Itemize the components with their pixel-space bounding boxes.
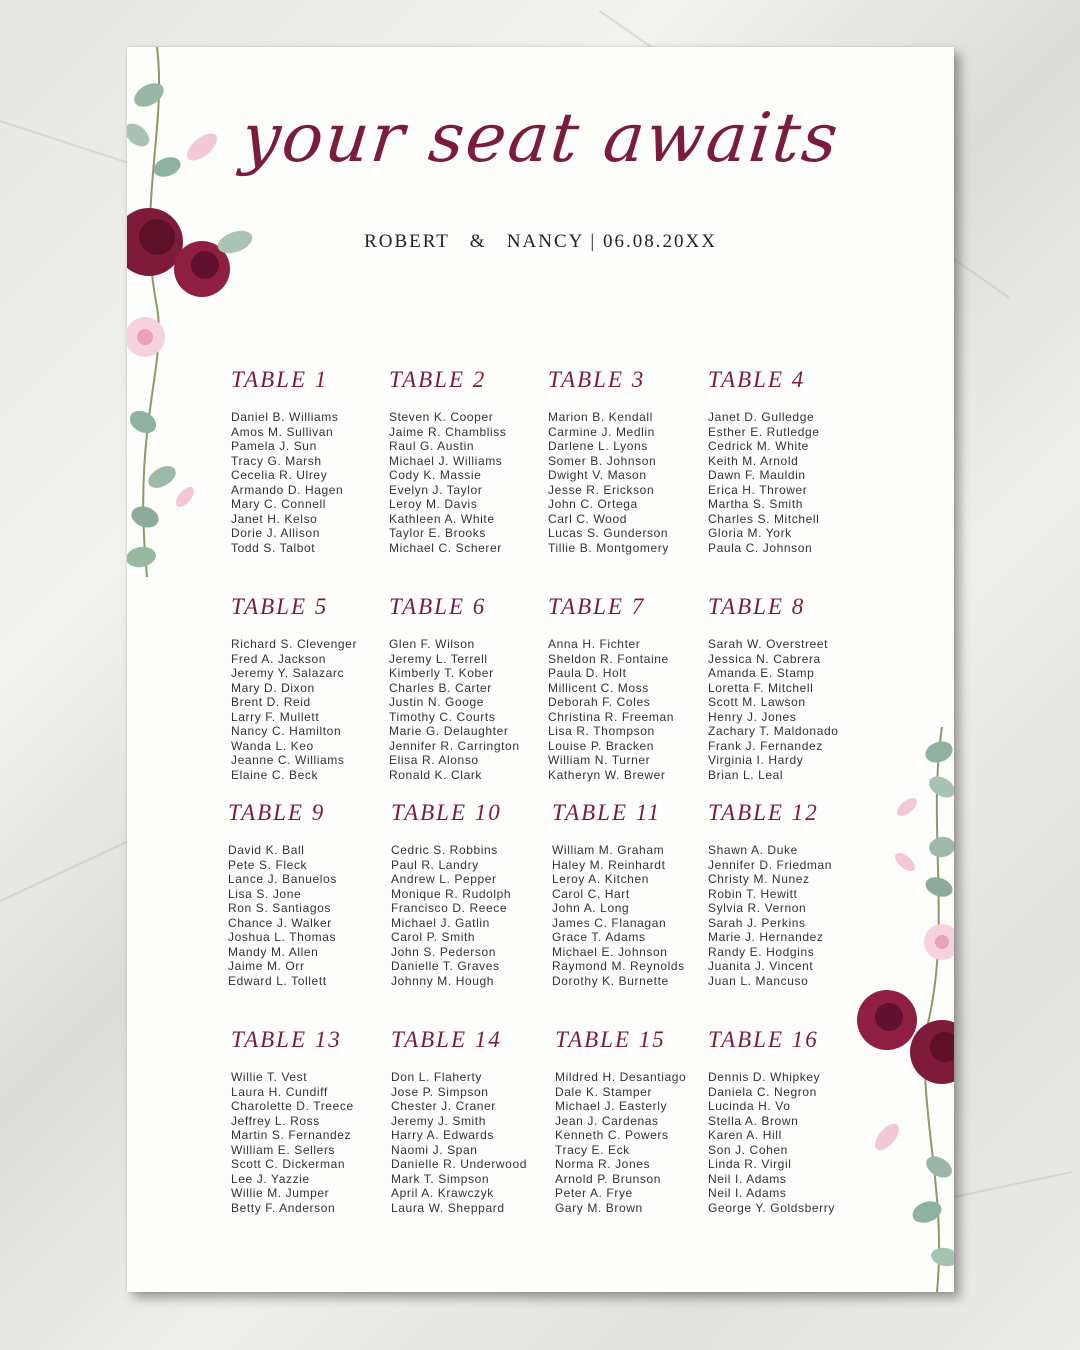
guest-name: Arnold P. Brunson xyxy=(555,1171,662,1186)
guest-name: Charolette D. Treece xyxy=(231,1099,354,1113)
guest-name: Larry F. Mullett xyxy=(231,709,320,724)
guest-name: Linda R. Virgil xyxy=(708,1157,792,1171)
guest-name: Grace T. Adams xyxy=(552,930,646,944)
table-block xyxy=(389,592,559,782)
guest-name: Michael J. Gatlin xyxy=(391,915,490,930)
guest-name: Carol P. Smith xyxy=(391,930,476,944)
separator: | xyxy=(590,231,597,252)
guest-name: Justin N. Googe xyxy=(389,695,485,709)
guest-name: Somer B. Johnson xyxy=(548,453,657,468)
guest-name: Carl C. Wood xyxy=(548,511,628,526)
guest-name: Harry A. Edwards xyxy=(391,1128,494,1142)
guest-list xyxy=(389,410,559,555)
guest-name: Mary D. Dixon xyxy=(231,680,315,695)
guest-name: Martin S. Fernandez xyxy=(231,1128,352,1142)
guest-name: Don L. Flaherty xyxy=(391,1070,483,1084)
guest-name: Martha S. Smith xyxy=(708,497,804,511)
guest-name: Andrew L. Pepper xyxy=(391,872,497,886)
guest-name: Janet H. Kelso xyxy=(231,511,318,526)
table-block xyxy=(552,798,722,988)
guest-name: Paula C. Johnson xyxy=(708,540,813,555)
guest-name: Anna H. Fichter xyxy=(548,637,641,651)
guest-list xyxy=(391,843,561,988)
table-heading: TABLE 15 xyxy=(555,1027,666,1052)
guest-name: Leroy M. Davis xyxy=(389,497,478,511)
table-heading: TABLE 16 xyxy=(708,1027,819,1052)
guest-name: Lisa R. Thompson xyxy=(548,724,655,738)
guest-name: Daniel B. Williams xyxy=(231,410,339,424)
guest-name: Neil I. Adams xyxy=(708,1186,787,1200)
guest-name: Cody K. Massie xyxy=(389,468,482,482)
table-block xyxy=(548,592,718,782)
guest-name: Christy M. Nunez xyxy=(708,872,810,886)
guest-name: Ron S. Santiagos xyxy=(228,901,331,915)
guest-name: Shawn A. Duke xyxy=(708,843,798,857)
guest-name: Edward L. Tollett xyxy=(228,973,327,988)
guest-name: Scott C. Dickerman xyxy=(231,1157,346,1171)
guest-name: Katheryn W. Brewer xyxy=(548,767,666,782)
table-block xyxy=(389,365,559,555)
table-block xyxy=(231,365,401,555)
guest-name: Jeremy J. Smith xyxy=(391,1113,487,1128)
guest-name: Dwight V. Mason xyxy=(548,468,647,482)
guest-name: Amanda E. Stamp xyxy=(708,666,815,680)
guest-name: Michael C. Scherer xyxy=(389,540,502,555)
table-block xyxy=(555,1025,725,1215)
table-block xyxy=(708,798,878,988)
table-block xyxy=(228,798,398,988)
guest-name: Zachary T. Maldonado xyxy=(708,724,839,738)
guest-name: Laura W. Sheppard xyxy=(391,1200,505,1215)
guest-name: Johnny M. Hough xyxy=(391,973,495,988)
guest-name: Millicent C. Moss xyxy=(548,680,649,695)
table-block xyxy=(708,592,878,782)
guest-name: Haley M. Reinhardt xyxy=(552,857,666,872)
guest-name: Francisco D. Reece xyxy=(391,901,508,915)
guest-name: Pamela J. Sun xyxy=(231,439,317,453)
seating-chart-poster xyxy=(127,47,954,1292)
table-heading: TABLE 4 xyxy=(708,367,806,392)
table-block xyxy=(708,1025,878,1215)
guest-name: Marie G. Delaughter xyxy=(389,724,509,738)
guest-name: Amos M. Sullivan xyxy=(231,424,334,439)
guest-name: William N. Turner xyxy=(548,753,651,767)
guest-name: Leroy A. Kitchen xyxy=(552,872,649,886)
guest-name: Evelyn J. Taylor xyxy=(389,482,483,497)
table-heading: TABLE 8 xyxy=(708,594,806,619)
partner-name-2: NANCY xyxy=(506,231,584,252)
guest-name: Marion B. Kendall xyxy=(548,410,653,424)
guest-name: John C. Ortega xyxy=(548,497,638,511)
guest-name: Mildred H. Desantiago xyxy=(555,1070,687,1084)
guest-list xyxy=(548,410,718,555)
guest-name: Lucinda H. Vo xyxy=(708,1099,791,1113)
guest-name: Frank J. Fernandez xyxy=(708,738,823,753)
guest-name: Mark T. Simpson xyxy=(391,1171,490,1186)
guest-name: Tillie B. Montgomery xyxy=(548,540,669,555)
guest-name: Willie T. Vest xyxy=(231,1070,308,1084)
ampersand: & xyxy=(469,231,487,252)
guest-name: Jeffrey L. Ross xyxy=(231,1113,320,1128)
guest-name: Jennifer R. Carrington xyxy=(389,738,520,753)
guest-name: Henry J. Jones xyxy=(708,709,797,724)
guest-name: Deborah F. Coles xyxy=(548,695,651,709)
guest-name: Elisa R. Alonso xyxy=(389,753,479,767)
table-heading: TABLE 1 xyxy=(231,367,329,392)
table-heading: TABLE 10 xyxy=(391,800,502,825)
guest-name: John A. Long xyxy=(552,901,630,915)
guest-name: Charles S. Mitchell xyxy=(708,511,820,526)
guest-name: Michael J. Easterly xyxy=(555,1099,668,1113)
guest-name: Darlene L. Lyons xyxy=(548,439,648,453)
guest-name: Virginia I. Hardy xyxy=(708,753,804,767)
guest-name: David K. Ball xyxy=(228,843,305,857)
guest-name: Cedrick M. White xyxy=(708,439,809,453)
guest-list xyxy=(708,1070,878,1215)
guest-name: Jeremy Y. Salazarc xyxy=(231,666,345,680)
guest-name: Son J. Cohen xyxy=(708,1142,788,1157)
guest-name: Lisa S. Jone xyxy=(228,886,302,901)
guest-name: Joshua L. Thomas xyxy=(228,930,337,944)
guest-name: Kenneth C. Powers xyxy=(555,1128,669,1142)
guest-name: Wanda L. Keo xyxy=(231,738,314,753)
guest-name: Scott M. Lawson xyxy=(708,695,806,709)
guest-name: Gary M. Brown xyxy=(555,1200,643,1215)
guest-list xyxy=(552,843,722,988)
guest-name: Peter A. Frye xyxy=(555,1186,633,1200)
guest-name: William M. Graham xyxy=(552,843,665,857)
guest-name: Daniela C. Negron xyxy=(708,1084,817,1099)
guest-name: Willie M. Jumper xyxy=(231,1186,330,1200)
table-heading: TABLE 11 xyxy=(552,800,662,825)
guest-name: Charles B. Carter xyxy=(389,680,492,695)
guest-name: Naomi J. Span xyxy=(391,1142,478,1157)
guest-name: Jaime M. Orr xyxy=(228,959,305,973)
guest-name: Timothy C. Courts xyxy=(389,709,496,724)
guest-name: Neil I. Adams xyxy=(708,1171,787,1186)
guest-name: Norma R. Jones xyxy=(555,1157,651,1171)
guest-name: Louise P. Bracken xyxy=(548,738,655,753)
guest-name: Karen A. Hill xyxy=(708,1128,782,1142)
guest-list xyxy=(708,410,878,555)
guest-name: Dorothy K. Burnette xyxy=(552,973,669,988)
guest-name: Tracy E. Eck xyxy=(555,1142,630,1157)
guest-name: Lee J. Yazzie xyxy=(231,1171,310,1186)
guest-name: Sarah J. Perkins xyxy=(708,915,806,930)
guest-list xyxy=(389,637,559,782)
table-block xyxy=(548,365,718,555)
guest-name: Sylvia R. Vernon xyxy=(708,901,807,915)
guest-name: Glen F. Wilson xyxy=(389,637,475,651)
guest-name: Janet D. Gulledge xyxy=(708,410,815,424)
table-heading: TABLE 9 xyxy=(228,800,326,825)
guest-name: Juan L. Mancuso xyxy=(708,973,809,988)
guest-name: James C. Flanagan xyxy=(552,915,667,930)
guest-name: Randy E. Hodgins xyxy=(708,944,815,959)
guest-name: Jeremy L. Terrell xyxy=(389,651,488,666)
guest-list xyxy=(231,410,401,555)
guest-name: Kathleen A. White xyxy=(389,511,495,526)
guest-name: Armando D. Hagen xyxy=(231,482,344,497)
guest-name: Jaime R. Chambliss xyxy=(389,424,507,439)
guest-list xyxy=(391,1070,561,1215)
guest-list xyxy=(708,637,878,782)
table-block xyxy=(391,798,561,988)
guest-name: Paul R. Landry xyxy=(391,857,479,872)
guest-name: Loretta F. Mitchell xyxy=(708,680,814,695)
guest-name: Jeanne C. Williams xyxy=(231,753,345,767)
guest-name: Sheldon R. Fontaine xyxy=(548,651,669,666)
guest-name: Keith M. Arnold xyxy=(708,453,799,468)
guest-name: Christina R. Freeman xyxy=(548,709,675,724)
guest-name: Mary C. Connell xyxy=(231,497,327,511)
table-heading: TABLE 6 xyxy=(389,594,487,619)
guest-name: Danielle R. Underwood xyxy=(391,1157,527,1171)
guest-list xyxy=(231,1070,401,1215)
guest-name: Juanita J. Vincent xyxy=(708,959,814,973)
table-block xyxy=(231,1025,401,1215)
guest-name: Gloria M. York xyxy=(708,526,792,540)
guest-name: Michael E. Johnson xyxy=(552,944,668,959)
guest-name: John S. Pederson xyxy=(391,944,496,959)
poster-title: your seat awaits xyxy=(237,99,844,178)
guest-name: Danielle T. Graves xyxy=(391,959,500,973)
table-heading: TABLE 13 xyxy=(231,1027,342,1052)
guest-name: Lucas S. Gunderson xyxy=(548,526,669,540)
guest-list xyxy=(548,637,718,782)
guest-name: Brian L. Leal xyxy=(708,767,784,782)
guest-list xyxy=(228,843,398,988)
guest-name: Taylor E. Brooks xyxy=(389,526,486,540)
guest-name: George Y. Goldsberry xyxy=(708,1200,835,1215)
guest-name: Brent D. Reid xyxy=(231,695,311,709)
table-heading: TABLE 12 xyxy=(708,800,819,825)
guest-name: Carmine J. Medlin xyxy=(548,424,655,439)
guest-name: Raul G. Austin xyxy=(389,439,475,453)
table-block xyxy=(391,1025,561,1215)
partner-name-1: ROBERT xyxy=(364,231,450,252)
guest-name: Dawn F. Mauldin xyxy=(708,468,806,482)
table-block xyxy=(231,592,401,782)
guest-name: Todd S. Talbot xyxy=(231,540,316,555)
guest-name: Tracy G. Marsh xyxy=(231,453,322,468)
guest-name: Betty F. Anderson xyxy=(231,1200,336,1215)
guest-name: Chance J. Walker xyxy=(228,915,332,930)
guest-name: Michael J. Williams xyxy=(389,453,503,468)
guest-name: Esther E. Rutledge xyxy=(708,424,820,439)
guest-name: Dennis D. Whipkey xyxy=(708,1070,821,1084)
guest-name: Sarah W. Overstreet xyxy=(708,637,829,651)
guest-name: Richard S. Clevenger xyxy=(231,637,358,651)
table-block xyxy=(708,365,878,555)
guest-name: Fred A. Jackson xyxy=(231,651,327,666)
guest-name: Dale K. Stamper xyxy=(555,1084,653,1099)
table-heading: TABLE 5 xyxy=(231,594,329,619)
guest-name: William E. Sellers xyxy=(231,1142,336,1157)
table-heading: TABLE 14 xyxy=(391,1027,502,1052)
guest-name: Jesse R. Erickson xyxy=(548,482,655,497)
guest-name: Monique R. Rudolph xyxy=(391,886,512,901)
guest-name: Jessica N. Cabrera xyxy=(708,651,821,666)
guest-name: Nancy C. Hamilton xyxy=(231,724,342,738)
guest-name: Carol C. Hart xyxy=(552,886,630,901)
wedding-date: 06.08.20XX xyxy=(602,231,717,252)
guest-name: Erica H. Thrower xyxy=(708,482,808,497)
guest-list xyxy=(231,637,401,782)
guest-name: Jean J. Cardenas xyxy=(555,1113,659,1128)
table-heading: TABLE 7 xyxy=(548,594,646,619)
table-heading: TABLE 2 xyxy=(389,367,487,392)
guest-name: Cecelia R. Ulrey xyxy=(231,468,328,482)
guest-name: Kimberly T. Kober xyxy=(389,666,494,680)
table-heading: TABLE 3 xyxy=(548,367,646,392)
guest-name: Raymond M. Reynolds xyxy=(552,959,685,973)
guest-name: April A. Krawczyk xyxy=(391,1186,494,1200)
guest-name: Steven K. Cooper xyxy=(389,410,494,424)
guest-name: Pete S. Fleck xyxy=(228,857,308,872)
guest-name: Chester J. Craner xyxy=(391,1099,496,1113)
guest-name: Dorie J. Allison xyxy=(231,526,320,540)
guest-list xyxy=(555,1070,725,1215)
guest-list xyxy=(708,843,878,988)
guest-name: Laura H. Cundiff xyxy=(231,1084,328,1099)
guest-name: Marie J. Hernandez xyxy=(708,930,824,944)
guest-name: Robin T. Hewitt xyxy=(708,886,798,901)
guest-name: Ronald K. Clark xyxy=(389,767,483,782)
guest-name: Elaine C. Beck xyxy=(231,767,319,782)
couple-and-date xyxy=(127,231,954,253)
guest-name: Mandy M. Allen xyxy=(228,944,319,959)
guest-name: Jennifer D. Friedman xyxy=(708,857,833,872)
guest-name: Stella A. Brown xyxy=(708,1113,799,1128)
guest-name: Paula D. Holt xyxy=(548,666,627,680)
guest-name: Cedric S. Robbins xyxy=(391,843,498,857)
guest-name: Lance J. Banuelos xyxy=(228,872,337,886)
guest-name: Jose P. Simpson xyxy=(391,1084,489,1099)
